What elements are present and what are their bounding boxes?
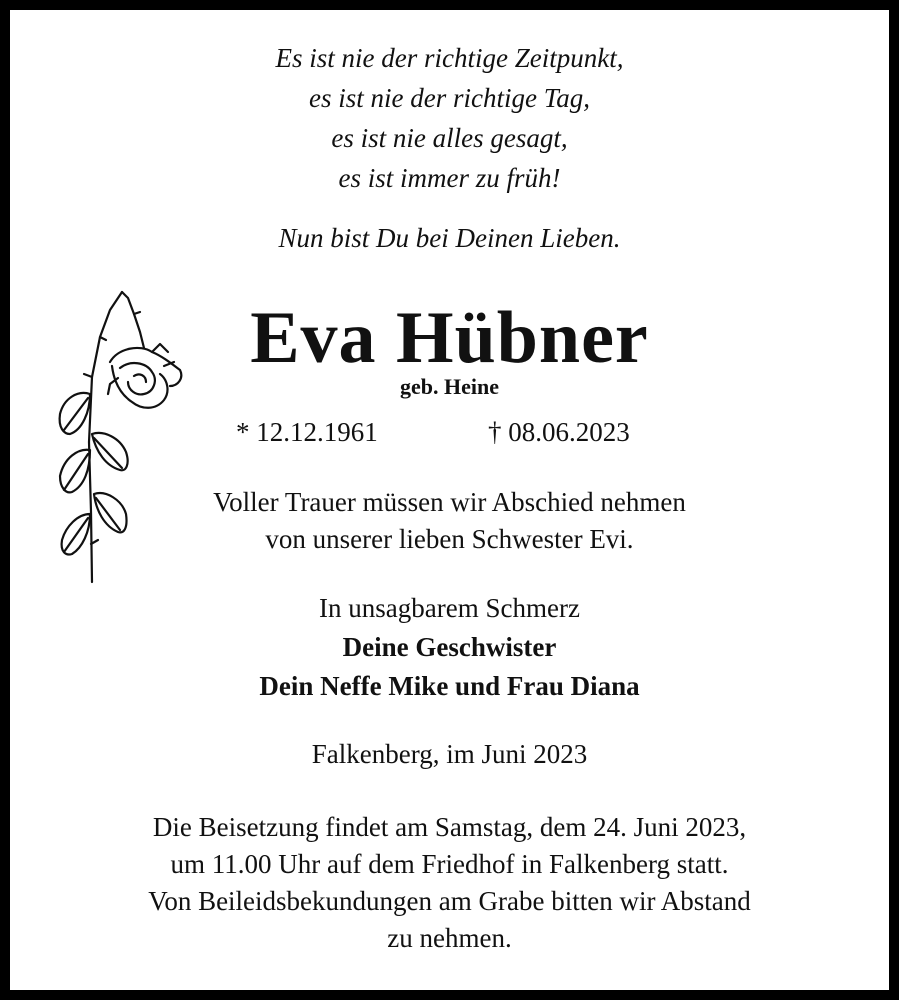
maiden-name: geb. Heine xyxy=(400,374,499,399)
birth-date: * 12.12.1961 xyxy=(236,417,378,447)
poem-line-4: es ist immer zu früh! xyxy=(338,163,561,193)
poem-line-1: Es ist nie der richtige Zeitpunkt, xyxy=(275,43,624,73)
message-line-1: Voller Trauer müssen wir Abschied nehmen xyxy=(213,487,686,517)
funeral-line-4: zu nehmen. xyxy=(387,923,512,953)
funeral-line-1: Die Beisetzung findet am Samstag, dem 24. Juni 2023, xyxy=(152,812,747,842)
death-date: † 08.06.2023 xyxy=(488,417,630,447)
poem-line-2: es ist nie der richtige Tag, xyxy=(309,83,590,113)
funeral-line-3: Von Beileidsbekundungen am Grabe bitten wir Abstand xyxy=(148,886,751,916)
mourner-nephew: Dein Neffe Mike und Frau Diana xyxy=(259,671,640,701)
message-line-2: von unserer lieben Schwester Evi. xyxy=(265,524,634,554)
poem-closing: Nun bist Du bei Deinen Lieben. xyxy=(278,223,621,253)
mourners-intro: In unsagbarem Schmerz xyxy=(319,593,580,623)
funeral-line-2: um 11.00 Uhr auf dem Friedhof in Falkenberg statt. xyxy=(170,849,729,879)
deceased-name: Eva Hübner xyxy=(250,297,649,379)
poem-line-3: es ist nie alles gesagt, xyxy=(331,123,568,153)
mourner-siblings: Deine Geschwister xyxy=(342,632,557,662)
place-date: Falkenberg, im Juni 2023 xyxy=(311,739,588,769)
